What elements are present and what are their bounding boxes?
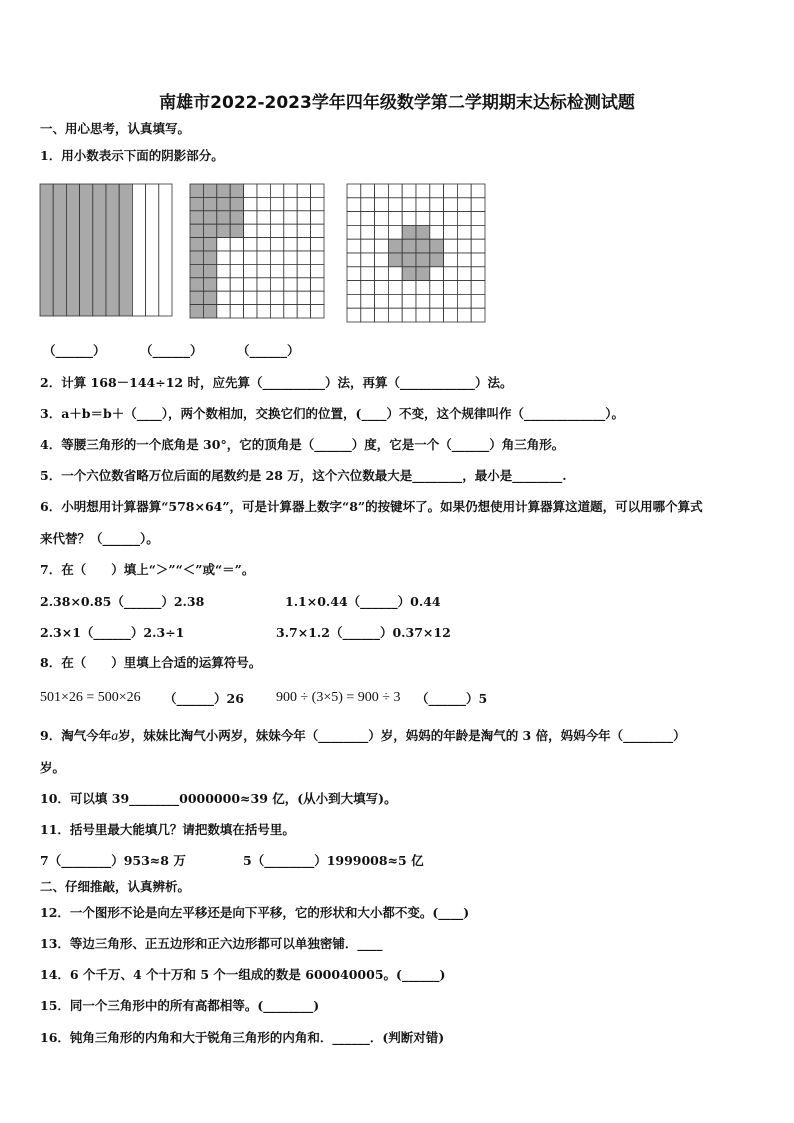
- grid-cell: [244, 264, 257, 277]
- question-9: [40, 728, 686, 745]
- question-11: 11．括号里最大能填几？请把数填在括号里。: [40, 822, 295, 837]
- shaded-strip: [53, 184, 66, 316]
- grid-cell: [444, 225, 458, 239]
- grid-cell: [402, 212, 416, 226]
- shaded-cell: [416, 239, 430, 253]
- grid-cell: [217, 238, 230, 251]
- grid-cell: [361, 184, 375, 198]
- question-6-line-1: 6．小明想用计算器算“578×64”，可是计算器上数字“8”的按键坏了。如果仍想使用计算器算这道题，可以用哪个算式: [40, 499, 703, 514]
- grid-cell: [471, 308, 485, 322]
- grid-cell: [375, 184, 389, 198]
- shaded-cell: [203, 184, 216, 197]
- shaded-cell: [190, 184, 203, 197]
- grid-cell: [430, 225, 444, 239]
- shaded-cell: [402, 239, 416, 253]
- grid-cell: [244, 184, 257, 197]
- grid-cell: [457, 212, 471, 226]
- grid-cell: [230, 291, 243, 304]
- question-12: 12．一个图形不论是向左平移还是向下平移，它的形状和大小都不变。(____): [40, 905, 470, 920]
- grid-cell: [311, 197, 324, 210]
- question-1: 1．用小数表示下面的阴影部分。: [40, 148, 224, 163]
- grid-cell: [444, 212, 458, 226]
- grid-cell: [297, 251, 310, 264]
- grid-cell: [297, 197, 310, 210]
- grid-cell: [284, 251, 297, 264]
- grid-cell: [244, 197, 257, 210]
- grid-cell: [430, 198, 444, 212]
- grid-cell: [361, 239, 375, 253]
- grid-cell: [217, 251, 230, 264]
- shaded-cell: [416, 253, 430, 267]
- grid-cell: [230, 305, 243, 318]
- question-7: 7．在（ ）填上“＞”“＜”或“＝”。: [40, 562, 255, 577]
- grid-cell: [402, 184, 416, 198]
- grid-cell: [284, 305, 297, 318]
- grid-cell: [257, 278, 270, 291]
- grid-cell: [430, 294, 444, 308]
- question-5: 5．一个六位数省略万位后面的尾数约是 28 万，这个六位数最大是________，最小是________.: [40, 468, 567, 483]
- shaded-cell: [416, 267, 430, 281]
- q8-blank-2[interactable]: （______）5: [416, 691, 488, 706]
- grid-cell: [297, 291, 310, 304]
- grid-cell: [244, 251, 257, 264]
- grid-cell: [257, 184, 270, 197]
- shaded-cell: [430, 253, 444, 267]
- question-10: 10．可以填 39________0000000≈39 亿，(从小到大填写)。: [40, 791, 397, 806]
- q1-blank-1[interactable]: （______）: [43, 343, 106, 358]
- question-3: 3．a＋b＝b＋（____），两个数相加，交换它们的位置，(____）不变，这个规律叫作（_____________）。: [40, 406, 624, 421]
- grid-cell: [416, 198, 430, 212]
- grid-cell: [270, 224, 283, 237]
- grid-cell: [347, 212, 361, 226]
- grid-cell: [284, 197, 297, 210]
- question-14: 14．6 个千万、4 个十万和 5 个一组成的数是 600040005。(______): [40, 967, 446, 982]
- shaded-strip: [119, 184, 132, 316]
- shaded-cell: [230, 197, 243, 210]
- grid-cell: [270, 251, 283, 264]
- grid-cell: [347, 239, 361, 253]
- question-13: 13．等边三角形、正五边形和正六边形都可以单独密铺．____: [40, 936, 383, 951]
- grid-cell: [244, 305, 257, 318]
- grid-cell: [402, 308, 416, 322]
- grid-cell: [230, 251, 243, 264]
- grid-cell: [270, 305, 283, 318]
- grid-cell: [375, 294, 389, 308]
- shaded-cell: [217, 197, 230, 210]
- shaded-cell: [230, 184, 243, 197]
- grid-cell: [457, 225, 471, 239]
- grid-cell: [257, 197, 270, 210]
- strip: [146, 184, 159, 316]
- grid-cell: [297, 224, 310, 237]
- grid-cell: [284, 224, 297, 237]
- q8-expression-2: 900 ÷ (3×5) = 900 ÷ 3: [276, 690, 401, 705]
- shaded-cell: [203, 251, 216, 264]
- grid-cell: [444, 239, 458, 253]
- grid-cell: [270, 264, 283, 277]
- q7-item-2: 1.1×0.44（______）0.44: [285, 594, 441, 609]
- grid-cell: [244, 278, 257, 291]
- grid-cell: [471, 267, 485, 281]
- shaded-cell: [388, 239, 402, 253]
- question-16: 16．钝角三角形的内角和大于锐角三角形的内角和．______．(判断对错): [40, 1030, 445, 1045]
- shaded-cell: [230, 224, 243, 237]
- grid-cell: [284, 184, 297, 197]
- question-4: 4．等腰三角形的一个底角是 30°，它的顶角是（______）度，它是一个（______）角三角形。: [40, 437, 565, 452]
- shaded-cell: [203, 211, 216, 224]
- grid-cell: [361, 253, 375, 267]
- q8-expression-1: 501×26 = 500×26: [40, 690, 141, 705]
- grid-cell: [375, 239, 389, 253]
- question-2: 2．计算 168－144÷12 时，应先算（__________）法，再算（____________）法。: [40, 375, 513, 390]
- shaded-cell: [190, 197, 203, 210]
- grid-cell: [375, 212, 389, 226]
- grid-cell: [284, 291, 297, 304]
- shaded-cell: [203, 264, 216, 277]
- grid-cell: [430, 267, 444, 281]
- shaded-cell: [217, 184, 230, 197]
- grid-cell: [311, 251, 324, 264]
- shaded-cell: [402, 253, 416, 267]
- grid-cell: [361, 198, 375, 212]
- grid-cell: [297, 278, 310, 291]
- grid-cell: [347, 281, 361, 295]
- shaded-strip: [106, 184, 119, 316]
- grid-cell: [388, 281, 402, 295]
- grid-cell: [361, 281, 375, 295]
- grid-cell: [311, 278, 324, 291]
- grid-cell: [311, 211, 324, 224]
- shaded-cell: [190, 264, 203, 277]
- grid-cell: [311, 305, 324, 318]
- shaded-cell: [217, 224, 230, 237]
- grid-cell: [388, 267, 402, 281]
- grid-cell: [297, 211, 310, 224]
- grid-cell: [347, 198, 361, 212]
- shaded-cell: [190, 251, 203, 264]
- grid-cell: [471, 184, 485, 198]
- grid-cell: [375, 253, 389, 267]
- grid-cell: [430, 308, 444, 322]
- shaded-cell: [190, 291, 203, 304]
- shaded-strip: [40, 184, 53, 316]
- grid-cell: [444, 184, 458, 198]
- grid-cell: [297, 184, 310, 197]
- grid-cell: [416, 294, 430, 308]
- grid-cell: [270, 278, 283, 291]
- q11-item-2: 5（________）1999008≈5 亿: [243, 853, 424, 868]
- grid-cell: [457, 239, 471, 253]
- q9-suffix: 岁，妹妹比淘气小两岁，妹妹今年（________）岁，妈妈的年龄是淘气的 3 倍，妈妈今年（________）: [118, 728, 686, 743]
- grid-cell: [230, 278, 243, 291]
- grid-cell: [375, 225, 389, 239]
- grid-cell: [270, 211, 283, 224]
- grid-cell: [471, 198, 485, 212]
- grid-cell: [270, 291, 283, 304]
- shaded-cell: [203, 278, 216, 291]
- shaded-cell: [217, 211, 230, 224]
- shaded-strip: [80, 184, 93, 316]
- grid-cell: [444, 253, 458, 267]
- grid-cell: [361, 308, 375, 322]
- grid-cell: [471, 239, 485, 253]
- q11-item-1: 7（________）953≈8 万: [40, 853, 186, 868]
- shaded-cell: [430, 239, 444, 253]
- grid-cell: [244, 238, 257, 251]
- shaded-cell: [402, 225, 416, 239]
- shaded-cell: [190, 278, 203, 291]
- grid-cell: [430, 281, 444, 295]
- grid-cell: [375, 308, 389, 322]
- grid-cell: [444, 308, 458, 322]
- grid-cell: [230, 264, 243, 277]
- grid-cell: [402, 198, 416, 212]
- q1-blank-2[interactable]: （______）: [140, 343, 203, 358]
- grid-cell: [471, 294, 485, 308]
- grid-cell: [388, 294, 402, 308]
- grid-cell: [430, 212, 444, 226]
- grid-cell: [311, 184, 324, 197]
- grid-cell: [444, 294, 458, 308]
- grid-cell: [361, 225, 375, 239]
- grid-cell: [270, 238, 283, 251]
- section-2-heading: 二、仔细推敲，认真辨析。: [40, 879, 191, 894]
- grid-cell: [244, 211, 257, 224]
- grid-cell: [347, 267, 361, 281]
- grid-cell: [284, 211, 297, 224]
- shaded-cell: [402, 267, 416, 281]
- grid-cell: [388, 308, 402, 322]
- grid-cell: [388, 225, 402, 239]
- shaded-cell: [203, 238, 216, 251]
- figure-strips: [39, 183, 173, 317]
- grid-cell: [284, 238, 297, 251]
- grid-cell: [402, 281, 416, 295]
- grid-cell: [284, 264, 297, 277]
- grid-cell: [444, 281, 458, 295]
- grid-cell: [375, 198, 389, 212]
- grid-cell: [217, 278, 230, 291]
- q1-blank-3[interactable]: （______）: [237, 343, 300, 358]
- grid-cell: [457, 294, 471, 308]
- grid-cell: [471, 212, 485, 226]
- grid-cell: [361, 267, 375, 281]
- grid-cell: [361, 212, 375, 226]
- grid-cell: [257, 264, 270, 277]
- shaded-strip: [93, 184, 106, 316]
- strip: [132, 184, 145, 316]
- grid-cell: [257, 305, 270, 318]
- shaded-cell: [190, 224, 203, 237]
- grid-cell: [457, 267, 471, 281]
- grid-cell: [284, 278, 297, 291]
- grid-cell: [257, 211, 270, 224]
- q7-item-3: 2.3×1（______）2.3÷1: [40, 625, 185, 640]
- grid-cell: [257, 224, 270, 237]
- question-6-line-2: 来代替？（______）。: [40, 531, 159, 546]
- grid-cell: [416, 308, 430, 322]
- section-1-heading: 一、用心思考，认真填写。: [40, 121, 191, 136]
- grid-cell: [244, 224, 257, 237]
- grid-cell: [444, 198, 458, 212]
- grid-cell: [416, 212, 430, 226]
- shaded-cell: [190, 211, 203, 224]
- grid-cell: [217, 291, 230, 304]
- grid-cell: [230, 238, 243, 251]
- grid-cell: [270, 184, 283, 197]
- shaded-cell: [190, 238, 203, 251]
- shaded-strip: [66, 184, 79, 316]
- grid-cell: [347, 253, 361, 267]
- grid-cell: [388, 184, 402, 198]
- grid-cell: [347, 225, 361, 239]
- grid-cell: [347, 184, 361, 198]
- grid-cell: [375, 281, 389, 295]
- grid-cell: [457, 253, 471, 267]
- grid-cell: [457, 308, 471, 322]
- grid-cell: [471, 225, 485, 239]
- question-8: 8．在（ ）里填上合适的运算符号。: [40, 655, 262, 670]
- grid-cell: [471, 281, 485, 295]
- grid-cell: [347, 294, 361, 308]
- shaded-cell: [203, 305, 216, 318]
- q9-variable: a: [111, 729, 119, 744]
- grid-cell: [311, 238, 324, 251]
- q7-item-4: 3.7×1.2（______）0.37×12: [276, 625, 451, 640]
- q8-blank-1[interactable]: （______）26: [164, 691, 244, 706]
- grid-cell: [471, 253, 485, 267]
- strip: [159, 184, 172, 316]
- q9-prefix: 9．淘气今年: [40, 728, 112, 743]
- grid-cell: [257, 251, 270, 264]
- grid-cell: [270, 197, 283, 210]
- page-title: 南雄市2022-2023学年四年级数学第二学期期末达标检测试题: [159, 93, 635, 113]
- shaded-cell: [416, 225, 430, 239]
- grid-cell: [430, 184, 444, 198]
- question-9-line-2: 岁。: [40, 760, 66, 775]
- figure-grid-left-shaded: [189, 183, 325, 319]
- grid-cell: [217, 305, 230, 318]
- grid-cell: [347, 308, 361, 322]
- grid-cell: [375, 267, 389, 281]
- question-15: 15．同一个三角形中的所有高都相等。(________): [40, 998, 320, 1013]
- grid-cell: [297, 264, 310, 277]
- shaded-cell: [203, 197, 216, 210]
- grid-cell: [388, 198, 402, 212]
- grid-cell: [457, 198, 471, 212]
- q7-item-1: 2.38×0.85（______）2.38: [40, 594, 205, 609]
- grid-cell: [416, 184, 430, 198]
- grid-cell: [311, 264, 324, 277]
- shaded-cell: [190, 305, 203, 318]
- grid-cell: [361, 294, 375, 308]
- grid-cell: [297, 238, 310, 251]
- grid-cell: [416, 281, 430, 295]
- shaded-cell: [203, 224, 216, 237]
- grid-cell: [244, 291, 257, 304]
- grid-cell: [217, 264, 230, 277]
- grid-cell: [257, 291, 270, 304]
- grid-cell: [457, 184, 471, 198]
- grid-cell: [457, 281, 471, 295]
- figure-grid-cross: [346, 183, 486, 323]
- grid-cell: [402, 294, 416, 308]
- shaded-cell: [388, 253, 402, 267]
- grid-cell: [257, 238, 270, 251]
- grid-cell: [311, 291, 324, 304]
- grid-cell: [388, 212, 402, 226]
- grid-cell: [297, 305, 310, 318]
- shaded-cell: [203, 291, 216, 304]
- shaded-cell: [230, 211, 243, 224]
- grid-cell: [444, 267, 458, 281]
- grid-cell: [311, 224, 324, 237]
